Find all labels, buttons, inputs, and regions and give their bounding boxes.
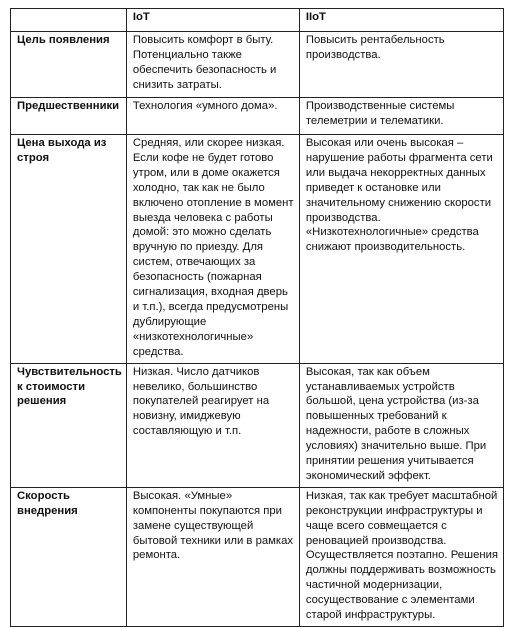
table-row: [11, 32, 504, 98]
iot-cell: Технология «умного дома».: [126, 98, 299, 135]
row-label: Предшественники: [11, 98, 127, 135]
comparison-table: [10, 8, 504, 627]
row-label: Скорость внедрения: [11, 487, 127, 626]
header-cell-iiot: IIoT: [299, 9, 503, 32]
header-cell-iot: IoT: [126, 9, 299, 32]
header-cell-empty: [11, 9, 127, 32]
table-row: [11, 135, 504, 364]
header-row: [11, 9, 504, 32]
iot-cell: Высокая. «Умные» компоненты покупаются при замене существующей бытовой техники или в рамках ремонта.: [126, 487, 299, 626]
table-row: [11, 487, 504, 626]
iiot-cell: Повысить рентабельность производства.: [299, 32, 503, 98]
table-row: [11, 98, 504, 135]
table-row: [11, 363, 504, 487]
row-label: Цель появления: [11, 32, 127, 98]
iot-cell: Низкая. Число датчиков невелико, большинство покупателей реагирует на новизну, имиджевую составляющую и т.п.: [126, 363, 299, 487]
iot-cell: Средняя, или скорее низкая. Если кофе не будет готово утром, или в доме окажется холодно, так как не было включено отопление в момент выезда человека с работы домой: это можно сделать вручную по приезду. Для систем, отвечающих за безопасность (пожарная сигнализация, входная дверь и т.п.), всегда предусмотрены дублирующие «низкотехнологичные» средства.: [126, 135, 299, 364]
row-label: Цена выхода из строя: [11, 135, 127, 364]
iot-cell: Повысить комфорт в быту. Потенциально также обеспечить безопасность и снизить затраты.: [126, 32, 299, 98]
iiot-cell: Низкая, так как требует масштабной реконструкции инфраструктуры и чаще всего совмещается с реновацией производства. Осуществляется поэтапно. Решения должны поддерживать возможность частичной модернизации, сосуществование с элементами старой инфраструктуры.: [299, 487, 503, 626]
row-label: Чувствительность к стоимости решения: [11, 363, 127, 487]
iiot-cell: Высокая или очень высокая – нарушение работы фрагмента сети или выдача некорректных данных приведет к остановке или значительному снижению скорости производства. «Низкотехнологичные» средства снижают производительность.: [299, 135, 503, 364]
iiot-cell: Производственные системы телеметрии и телематики.: [299, 98, 503, 135]
iiot-cell: Высокая, так как объем устанавливаемых устройств большой, цена устройства (из-за повышенных требований к надежности, работе в сложных условиях) значительно выше. При принятии решения учитывается экономический эффект.: [299, 363, 503, 487]
